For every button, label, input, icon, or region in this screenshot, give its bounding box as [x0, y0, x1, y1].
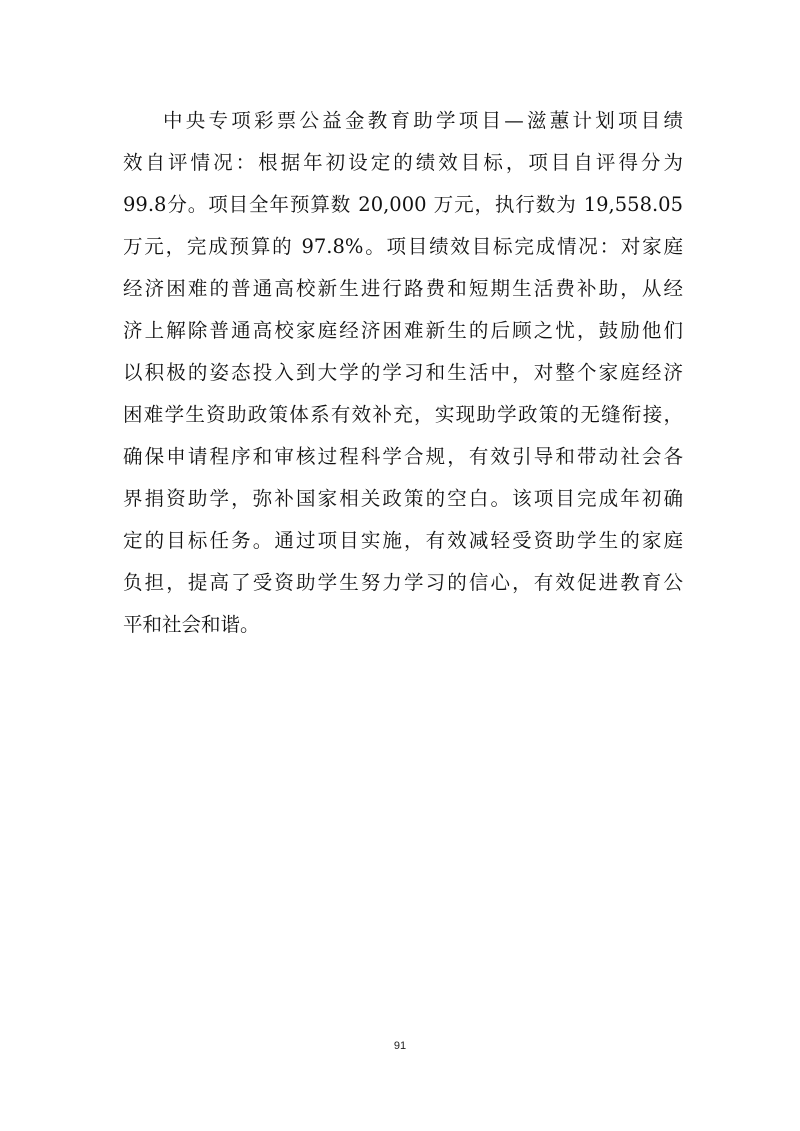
page-number: 91 — [393, 1040, 407, 1052]
paragraph-line: 济上解除普通高校家庭经济困难新生的后顾之忧，鼓励他们 — [123, 319, 683, 342]
paragraph-line: 困难学生资助政策体系有效补充，实现助学政策的无缝衔接， — [123, 403, 683, 426]
paragraph-line: 确保申请程序和审核过程科学合规，有效引导和带动社会各 — [123, 445, 683, 468]
paragraph-line: 效自评情况：根据年初设定的绩效目标，项目自评得分为 — [123, 151, 683, 174]
paragraph-line: 负担，提高了受资助学生努力学习的信心，有效促进教育公 — [123, 571, 683, 594]
paragraph-line: 经济困难的普通高校新生进行路费和短期生活费补助，从经 — [123, 277, 683, 300]
body-paragraph — [123, 100, 683, 646]
paragraph-line: 定的目标任务。通过项目实施，有效减轻受资助学生的家庭 — [123, 529, 683, 552]
paragraph-line: 99.8分。项目全年预算数 20,000 万元，执行数为 19,558.05 — [123, 193, 683, 216]
paragraph-line: 万元，完成预算的 97.8%。项目绩效目标完成情况：对家庭 — [123, 235, 683, 258]
paragraph-line: 平和社会和谐。 — [123, 613, 260, 636]
paragraph-line: 中央专项彩票公益金教育助学项目—滋蕙计划项目绩 — [163, 109, 683, 132]
paragraph-line: 界捐资助学，弥补国家相关政策的空白。该项目完成年初确 — [123, 487, 683, 510]
paragraph-line: 以积极的姿态投入到大学的学习和生活中，对整个家庭经济 — [123, 361, 683, 384]
